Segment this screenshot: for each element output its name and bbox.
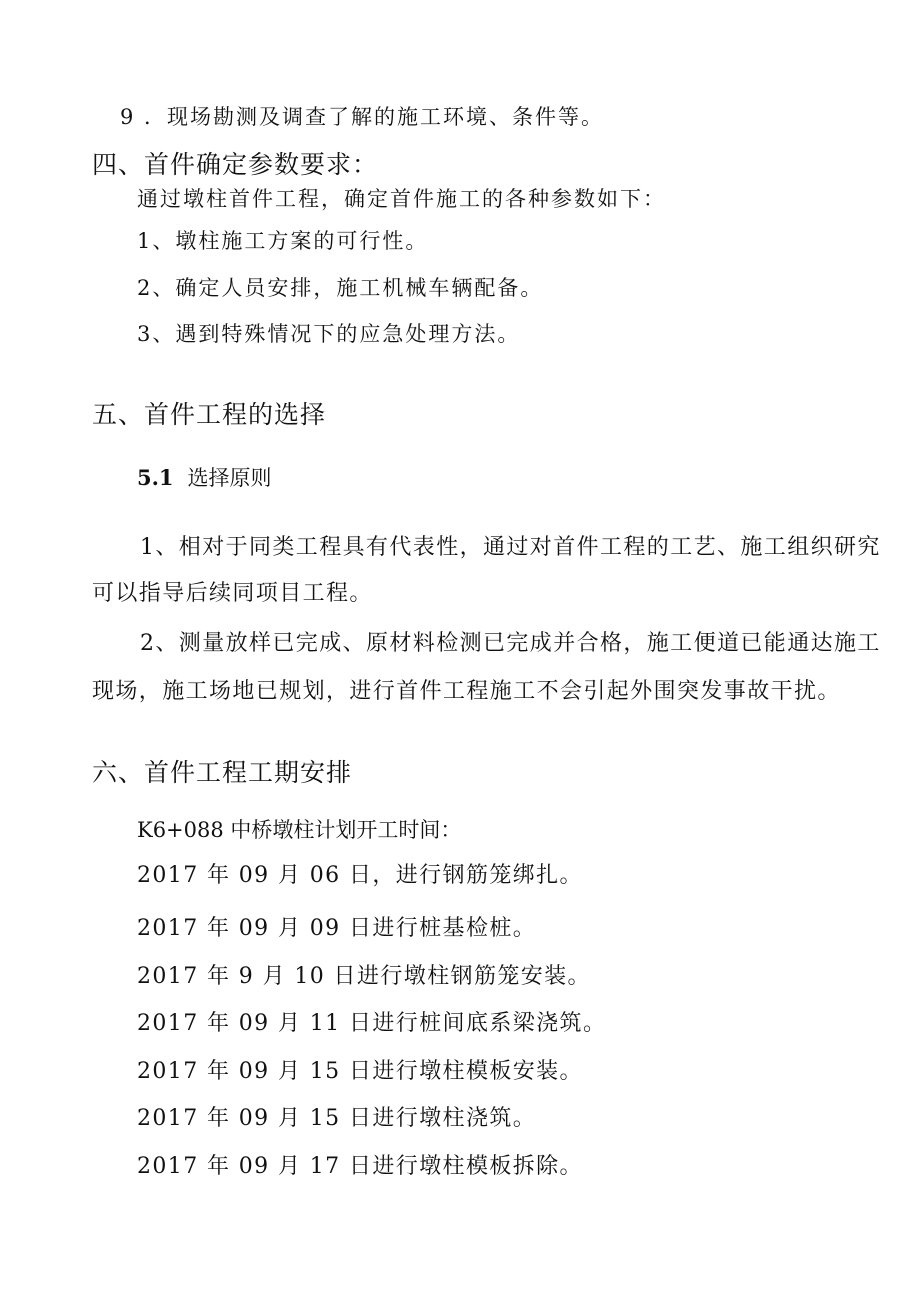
list-item: 2、确定人员安排，施工机械车辆配备。	[137, 276, 544, 300]
schedule-item: 2017 年 09 月 15 日进行墩柱模板安装。	[137, 1059, 583, 1084]
list-item: 1、墩柱施工方案的可行性。	[137, 229, 429, 253]
section-heading-4: 四、首件确定参数要求：	[92, 150, 379, 179]
section4-intro: 通过墩柱首件工程，确定首件施工的各种参数如下：	[137, 187, 666, 211]
paragraph-line: 2、测量放样已完成、原材料检测已完成并合格，施工便道已能通达施工	[140, 631, 881, 656]
schedule-item: 2017 年 09 月 06 日，进行钢筋笼绑扎。	[137, 863, 583, 888]
list-item: 3、遇到特殊情况下的应急处理方法。	[137, 322, 521, 346]
schedule-item: 2017 年 9 月 10 日进行墩柱钢筋笼安装。	[137, 964, 591, 989]
schedule-item: 2017 年 09 月 11 日进行桩间底系梁浇筑。	[137, 1011, 607, 1036]
schedule-intro: K6+088 中桥墩柱计划开工时间：	[137, 818, 462, 842]
schedule-item: 2017 年 09 月 15 日进行墩柱浇筑。	[137, 1106, 537, 1131]
subsection-heading-5-1	[137, 467, 272, 489]
paragraph-line: 可以指导后续同项目工程。	[92, 581, 373, 606]
subsection-title: 选择原则	[187, 466, 272, 490]
subsection-number: 5.1	[137, 465, 174, 490]
paragraph-line: 1、相对于同类工程具有代表性，通过对首件工程的工艺、施工组织研究	[140, 535, 881, 560]
paragraph-line: 现场，施工场地已规划，进行首件工程施工不会引起外围突发事故干扰。	[92, 679, 841, 704]
schedule-item: 2017 年 09 月 17 日进行墩柱模板拆除。	[137, 1154, 583, 1179]
section-heading-6: 六、首件工程工期安排	[92, 758, 353, 787]
list-item-9: 9 ．现场勘测及调查了解的施工环境、条件等。	[120, 105, 605, 129]
section-heading-5: 五、首件工程的选择	[92, 400, 327, 429]
schedule-item: 2017 年 09 月 09 日进行桩基检桩。	[137, 916, 537, 941]
